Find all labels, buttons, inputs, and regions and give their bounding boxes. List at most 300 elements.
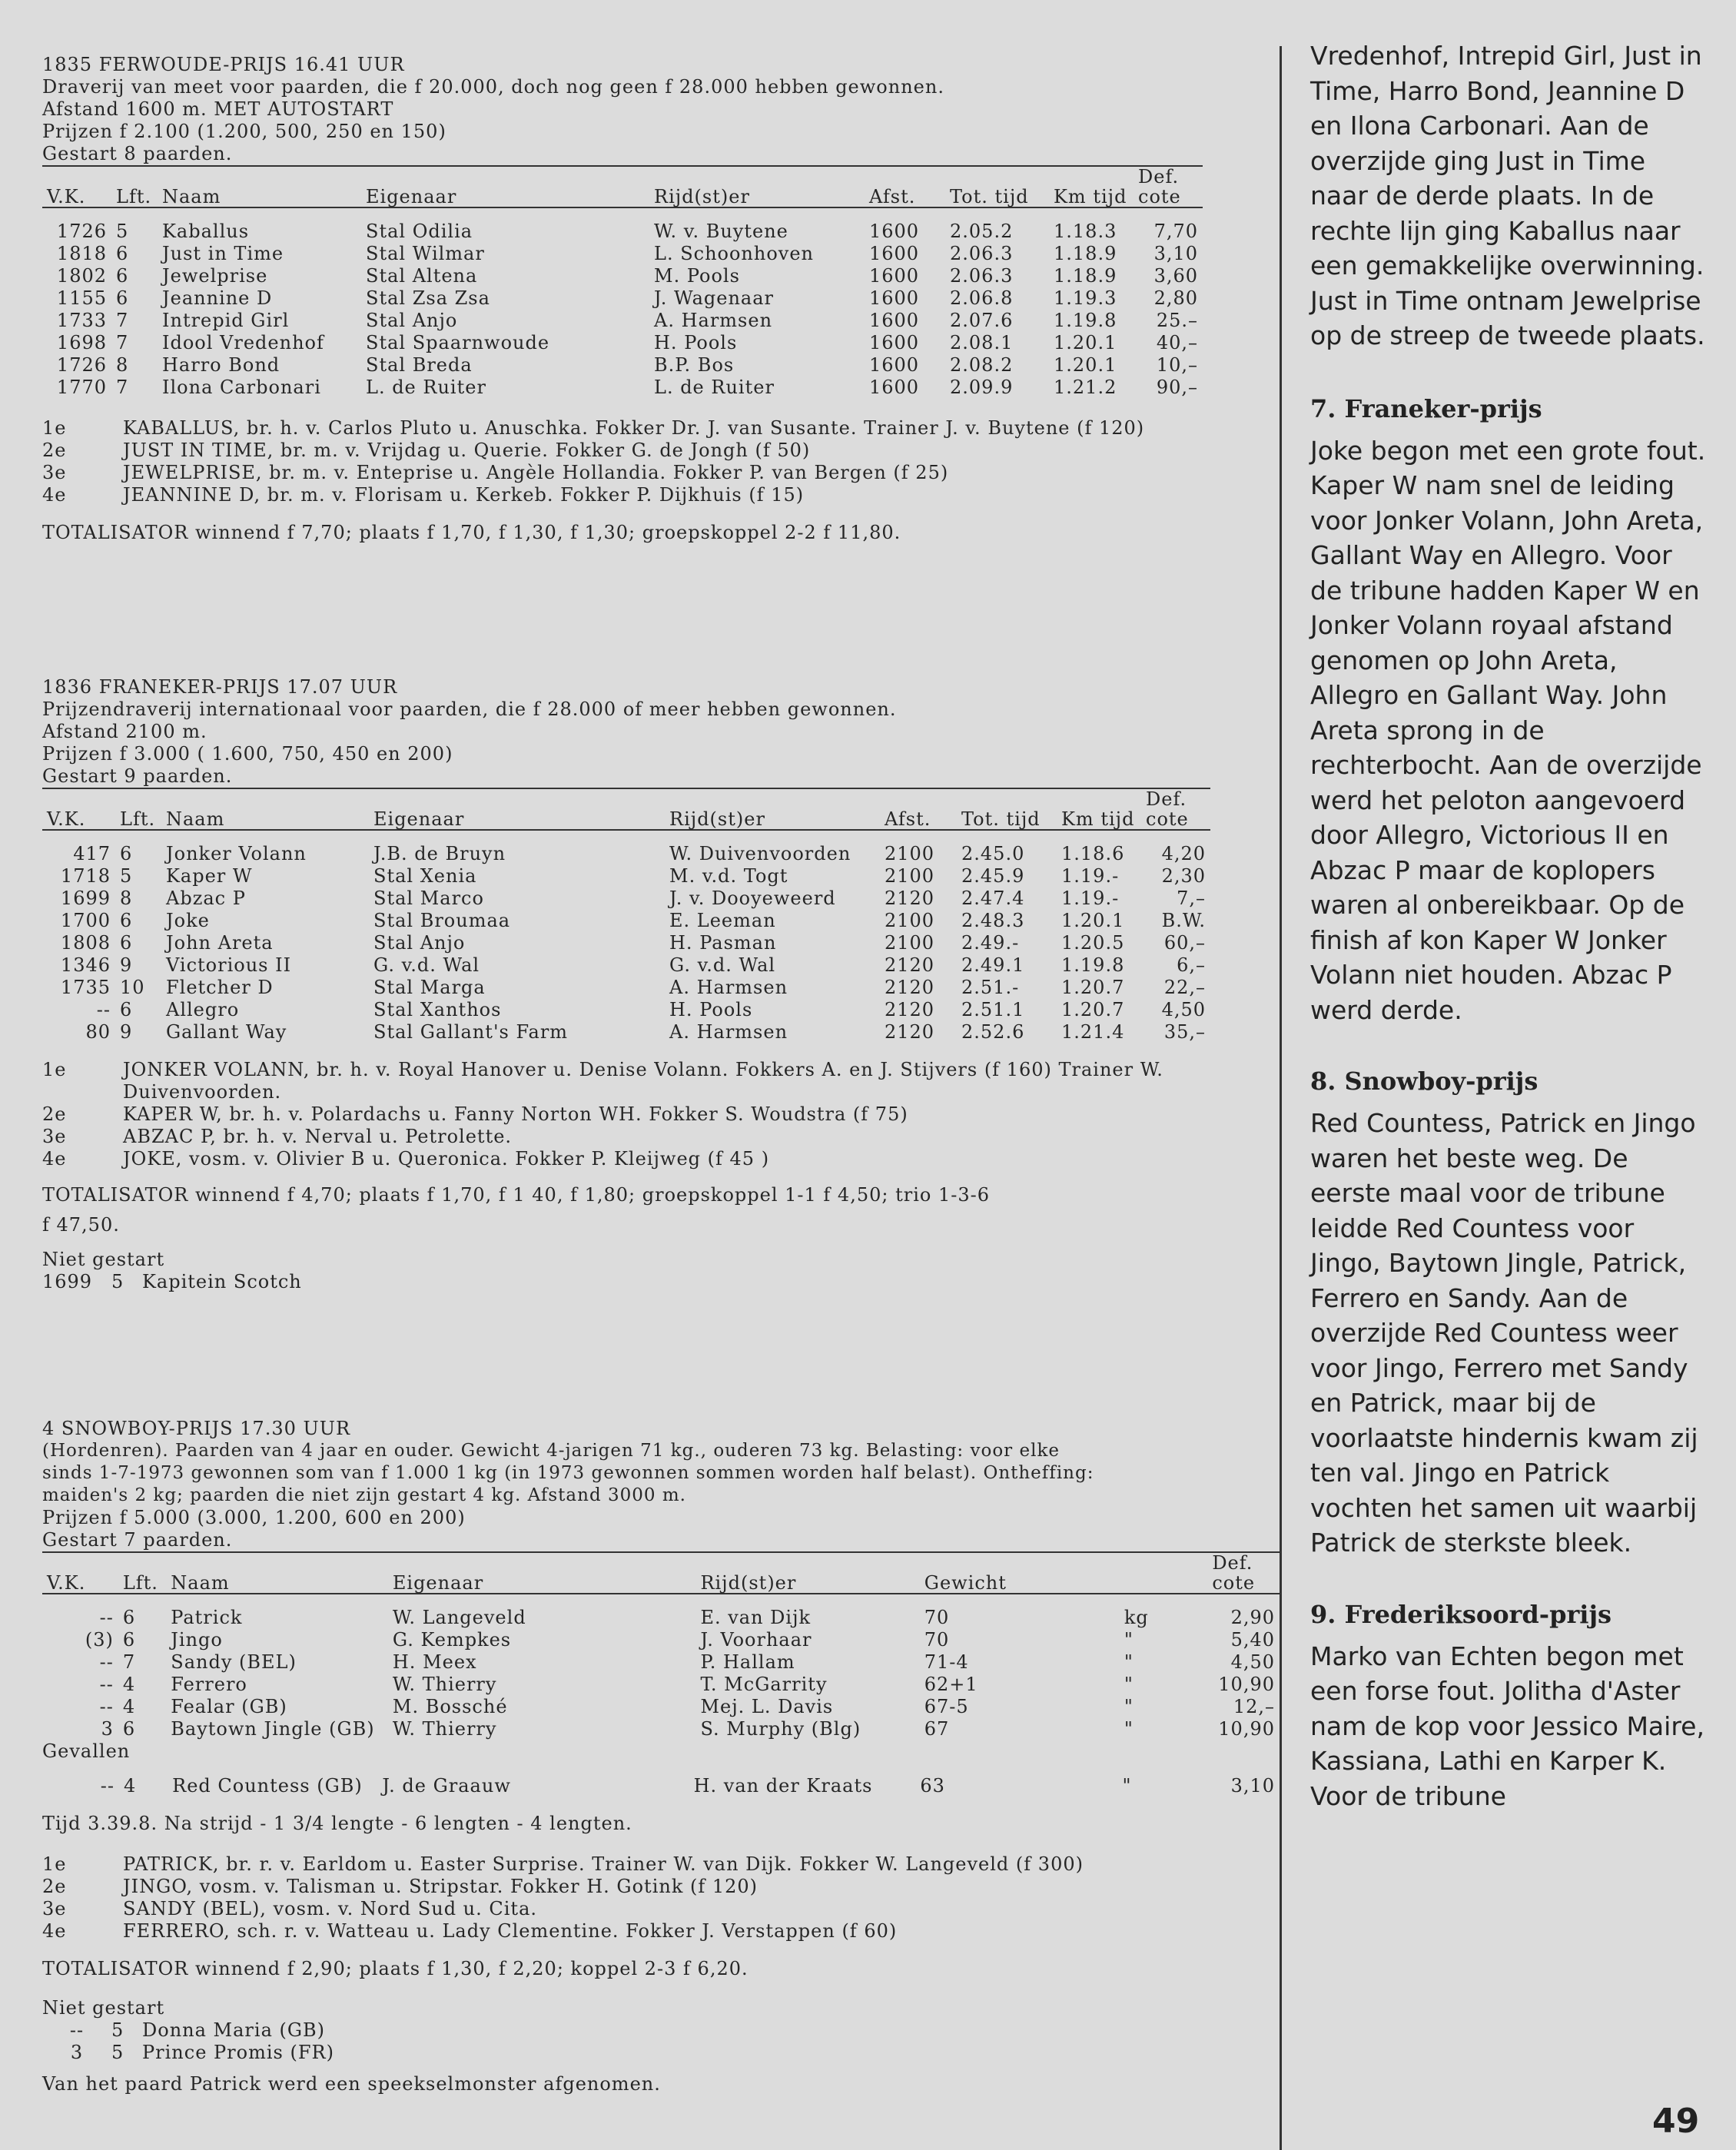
fallen-label: Gevallen (42, 1740, 131, 1762)
note: Van het paard Patrick werd een speekselmonster afgenomen. (42, 2073, 661, 2095)
table-cell: 22,– (1163, 977, 1206, 998)
table-cell: 1.19.3 (1054, 287, 1117, 309)
table-row (42, 1651, 1280, 1674)
naam: Prince Promis (FR) (142, 2042, 334, 2063)
table-cell: " (1124, 1696, 1134, 1717)
placing-rank: 2e (42, 440, 67, 461)
table-cell: 2.49.- (961, 932, 1020, 954)
table-row (42, 1021, 1210, 1043)
table-cell: 1698 (56, 332, 107, 353)
table-cell: Fletcher D (166, 977, 274, 998)
table-cell: 6 (122, 1629, 136, 1651)
results-section (42, 46, 1280, 2136)
table-cell: 2100 (885, 843, 935, 864)
race-conditions-2: sinds 1-7-1973 gewonnen som van f 1.000 1 kg (in 1973 gewonnen sommen worden half belast). Ontheffing: (42, 1463, 1094, 1483)
race-header (42, 676, 1280, 788)
table-cell: 8 (120, 888, 133, 909)
table-row (42, 954, 1210, 977)
table-cell: Stal Breda (366, 354, 473, 376)
table-cell: M. v.d. Togt (669, 865, 788, 887)
table-cell: 1802 (56, 265, 107, 287)
table-cell: Stal Anjo (373, 932, 466, 954)
table-cell: Victorious II (166, 954, 292, 976)
table-cell: 1.18.9 (1054, 243, 1117, 264)
table-cell: Ilona Carbonari (162, 377, 321, 398)
col-def-cote: Def. cote (1138, 166, 1181, 207)
table-cell: 417 (73, 843, 111, 864)
table-cell: Ferrero (171, 1674, 247, 1695)
table-cell: Red Countess (GB) (172, 1775, 363, 1797)
table-cell: 6 (122, 1607, 136, 1628)
table-cell: 7 (116, 377, 129, 398)
table-cell: Stal Zsa Zsa (366, 287, 490, 309)
table-cell: -- (96, 999, 111, 1020)
table-cell: " (1124, 1651, 1134, 1673)
race-title: 1835 FERWOUDE-PRIJS 16.41 UUR (42, 54, 405, 75)
table-cell: 7 (116, 310, 129, 331)
table-cell: 3,10 (1230, 1775, 1275, 1797)
table-cell: 9 (120, 954, 133, 976)
placing-rank: 1e (42, 417, 67, 439)
table-cell: 4,50 (1161, 999, 1206, 1020)
table-cell: 12,– (1233, 1696, 1275, 1717)
race-conditions: Draverij van meet voor paarden, die f 20.000, doch nog geen f 28.000 hebben gewonnen. (42, 76, 944, 98)
race-header (42, 54, 1280, 165)
table-cell: 1.19.- (1061, 888, 1120, 909)
table-cell: Jewelprise (162, 265, 268, 287)
col-eigenaar: Eigenaar (392, 1572, 484, 1594)
table-cell: A. Harmsen (669, 977, 788, 998)
race-conditions: Prijzendraverij internationaal voor paarden, die f 28.000 of meer hebben gewonnen. (42, 698, 897, 720)
table-cell: 6 (120, 932, 133, 954)
table-cell: 2.52.6 (961, 1021, 1025, 1043)
table-cell: 67 (924, 1718, 950, 1740)
table-cell: 1818 (56, 243, 107, 264)
col-lft: Lft. (122, 1572, 158, 1594)
race-snowboy-prijs (42, 1418, 1280, 2095)
table-cell: 3 (101, 1718, 114, 1740)
table-cell: L. Schoonhoven (654, 243, 815, 264)
table-row (42, 1763, 1280, 1797)
race-starters: Gestart 8 paarden. (42, 143, 233, 164)
table-cell: " (1124, 1674, 1134, 1695)
col-vk: V.K. (47, 1572, 86, 1594)
table-cell: A. Harmsen (654, 310, 773, 331)
table-row (42, 1696, 1280, 1718)
col-afst: Afst. (885, 808, 931, 830)
table-cell: 2120 (885, 888, 935, 909)
placing-rank: 3e (42, 462, 67, 483)
vk: 1699 (42, 1271, 93, 1292)
table-cell: 2.05.2 (950, 221, 1014, 242)
table-cell: 2.51.- (961, 977, 1020, 998)
table-cell: 1733 (56, 310, 107, 331)
not-started-list (42, 2019, 1280, 2064)
table-row (42, 865, 1210, 888)
table-cell: Baytown Jingle (GB) (171, 1718, 375, 1740)
table-cell: 60,– (1163, 932, 1206, 954)
placing-text: SANDY (BEL), vosm. v. Nord Sud u. Cita. (123, 1898, 538, 1919)
table-cell: Stal Wilmar (366, 243, 485, 264)
table-row (42, 1629, 1280, 1651)
col-def-cote: Def. cote (1146, 788, 1189, 830)
table-cell: Jonker Volann (166, 843, 307, 864)
table-cell: 70 (924, 1607, 950, 1628)
table-cell: 4,50 (1230, 1651, 1275, 1673)
table-cell: 2100 (885, 932, 935, 954)
table-cell: Jingo (171, 1629, 223, 1651)
table-row (42, 243, 1203, 265)
placing-rank: 1e (42, 1853, 67, 1875)
table-cell: 1726 (56, 354, 107, 376)
table-row (42, 1674, 1280, 1696)
placing-text: KAPER W, br. h. v. Polardachs u. Fanny Norton WH. Fokker S. Woudstra (f 75) (123, 1103, 908, 1125)
table-cell: 1600 (869, 354, 920, 376)
table-cell: J. Wagenaar (654, 287, 775, 309)
table-cell: 2.08.2 (950, 354, 1014, 376)
table-row (42, 910, 1210, 932)
table-cell: 2,80 (1153, 287, 1198, 309)
col-def-cote: Def. cote (1212, 1552, 1256, 1594)
table-cell: 2,90 (1230, 1607, 1275, 1628)
table-cell: Stal Anjo (366, 310, 458, 331)
table-cell: W. Duivenvoorden (669, 843, 851, 864)
table-cell: 62+1 (924, 1674, 978, 1695)
table-cell: 10,– (1156, 354, 1198, 376)
table-cell: 2100 (885, 910, 935, 931)
table-cell: 2120 (885, 977, 935, 998)
table-cell: (3) (85, 1629, 114, 1651)
table-row (42, 377, 1203, 399)
col-tot-tijd: Tot. tijd (961, 808, 1041, 830)
table-row (42, 977, 1210, 999)
race-distance: Afstand 2100 m. (42, 721, 207, 742)
section-text-franeker: Joke begon met een grote fout. Kaper W nam snel de leiding voor Jonker Volann, John Areta, Gallant Way en Allegro. Voor de tribune hadden Kaper W en Jonker Volann royaal afstand genomen op John Areta, Allegro en Gallant Way. John Areta sprong in de rechterbocht. Aan de overzijde werd het peloton aangevoerd door Allegro, Victorious II en Abzac P maar de koplopers waren al onbereikbaar. Op de finish af kon Kaper W Jonker Volann niet houden. Abzac P werd derde. (1310, 435, 1706, 1025)
table-cell: 1600 (869, 287, 920, 309)
placing-text: JEANNINE D, br. m. v. Florisam u. Kerkeb. Fokker P. Dijkhuis (f 15) (123, 484, 805, 506)
table-cell: 10 (120, 977, 145, 998)
table-cell: 1.19.- (1061, 865, 1120, 887)
table-cell: W. Thierry (392, 1718, 497, 1740)
naam: Kapitein Scotch (142, 1271, 302, 1292)
col-eigenaar: Eigenaar (366, 186, 457, 207)
table-cell: L. de Ruiter (366, 377, 486, 398)
table-cell: 5 (120, 865, 133, 887)
table-cell: 6 (116, 265, 129, 287)
table-cell: 6 (122, 1718, 136, 1740)
lft: 5 (111, 2019, 124, 2041)
table-cell: 7 (122, 1651, 136, 1673)
col-naam: Naam (171, 1572, 230, 1594)
table-cell: 6 (120, 843, 133, 864)
col-tot-tijd: Tot. tijd (950, 186, 1029, 207)
race-header (42, 1418, 1280, 1551)
section-title-franeker: 7. Franeker-prijs (1310, 393, 1542, 423)
race-prizes: Prijzen f 3.000 ( 1.600, 750, 450 en 200) (42, 743, 453, 765)
table-cell: 2120 (885, 999, 935, 1020)
results-table (42, 165, 1203, 399)
table-cell: 2100 (885, 865, 935, 887)
table-row (42, 888, 1210, 910)
placing-rank: 4e (42, 484, 67, 506)
table-cell: -- (99, 1651, 114, 1673)
table-cell: 25.– (1156, 310, 1198, 331)
fallen-table (42, 1763, 1280, 1797)
placing-text: JOKE, vosm. v. Olivier B u. Queronica. Fokker P. Kleijweg (f 45 ) (123, 1148, 770, 1170)
table-cell: 1.18.6 (1061, 843, 1125, 864)
table-cell: Stal Gallant's Farm (373, 1021, 569, 1043)
table-cell: 2.48.3 (961, 910, 1025, 931)
table-cell: Stal Marga (373, 977, 486, 998)
table-cell: Mej. L. Davis (700, 1696, 834, 1717)
table-cell: 3,10 (1153, 243, 1198, 264)
table-cell: 1.20.1 (1054, 332, 1117, 353)
table-cell: 1.20.1 (1061, 910, 1125, 931)
placing-rank: 4e (42, 1148, 67, 1170)
table-cell: 2120 (885, 954, 935, 976)
table-cell: Stal Altena (366, 265, 478, 287)
race-time: Tijd 3.39.8. Na strijd - 1 3/4 lengte - 6 lengten - 4 lengten. (42, 1813, 632, 1834)
table-cell: 1600 (869, 377, 920, 398)
not-started-label: Niet gestart (42, 1249, 165, 1270)
table-cell: 1726 (56, 221, 107, 242)
table-cell: 7,– (1177, 888, 1206, 909)
table-cell: P. Hallam (700, 1651, 795, 1673)
col-lft: Lft. (120, 808, 156, 830)
table-cell: 35,– (1163, 1021, 1206, 1043)
placings (42, 1059, 1280, 1170)
table-cell: W. Thierry (392, 1674, 497, 1695)
table-cell: L. de Ruiter (654, 377, 775, 398)
race-franeker-prijs (42, 676, 1280, 1293)
table-cell: Sandy (BEL) (171, 1651, 297, 1673)
table-cell: " (1124, 1718, 1134, 1740)
table-cell: 2.06.3 (950, 243, 1014, 264)
table-cell: 1346 (60, 954, 111, 976)
table-cell: 40,– (1156, 332, 1198, 353)
table-cell: M. Bossché (392, 1696, 508, 1717)
totalisator: TOTALISATOR winnend f 4,70; plaats f 1,70, f 1 40, f 1,80; groepskoppel 1-1 f 4,50; trio 1-3-6 (42, 1184, 990, 1206)
table-cell: 2.06.8 (950, 287, 1014, 309)
race-distance: Afstand 1600 m. MET AUTOSTART (42, 98, 394, 120)
table-cell: Stal Marco (373, 888, 484, 909)
col-naam: Naam (166, 808, 225, 830)
vk: 3 (70, 2042, 84, 2063)
table-cell: John Areta (166, 932, 274, 954)
col-gewicht: Gewicht (924, 1572, 1007, 1594)
table-cell: 2.08.1 (950, 332, 1014, 353)
table-cell: 8 (116, 354, 129, 376)
table-cell: 5,40 (1230, 1629, 1275, 1651)
table-cell: H. Pasman (669, 932, 777, 954)
col-rijder: Rijd(st)er (654, 186, 750, 207)
table-cell: J. v. Dooyeweerd (669, 888, 836, 909)
race-starters: Gestart 7 paarden. (42, 1529, 233, 1551)
table-row (42, 332, 1203, 354)
table-cell: 1699 (60, 888, 111, 909)
table-cell: 1600 (869, 243, 920, 264)
table-cell: A. Harmsen (669, 1021, 788, 1043)
vk: -- (69, 2019, 85, 2041)
naam: Donna Maria (GB) (142, 2019, 326, 2041)
table-row (42, 999, 1210, 1021)
race-prizes: Prijzen f 2.100 (1.200, 500, 250 en 150) (42, 121, 446, 142)
table-cell: Abzac P (166, 888, 246, 909)
table-cell: G. Kempkes (392, 1629, 512, 1651)
table-cell: 2120 (885, 1021, 935, 1043)
table-cell: 9 (120, 1021, 133, 1043)
table-cell: 3,60 (1153, 265, 1198, 287)
table-cell: 1.21.2 (1054, 377, 1117, 398)
col-afst: Afst. (869, 186, 916, 207)
col-lft: Lft. (116, 186, 152, 207)
col-eigenaar: Eigenaar (373, 808, 465, 830)
table-cell: 2,30 (1161, 865, 1206, 887)
table-cell: 1.20.5 (1061, 932, 1125, 954)
table-cell: E. Leeman (669, 910, 776, 931)
table-cell: 7,70 (1153, 221, 1198, 242)
table-cell: 70 (924, 1629, 950, 1651)
table-row (42, 287, 1203, 310)
table-cell: G. v.d. Wal (373, 954, 480, 976)
column-divider (1280, 46, 1282, 2150)
section-title-frederiksoord: 9. Frederiksoord-prijs (1310, 1599, 1612, 1629)
table-cell: 7 (116, 332, 129, 353)
table-row (42, 1594, 1280, 1629)
table-cell: T. McGarrity (700, 1674, 828, 1695)
table-cell: -- (100, 1775, 115, 1797)
table-cell: -- (99, 1674, 114, 1695)
placing-text: JONKER VOLANN, br. h. v. Royal Hanover u. Denise Volann. Fokkers A. en J. Stijvers (f 160) Trainer W. Duivenvoorden. (123, 1059, 1163, 1103)
table-cell: 1718 (60, 865, 111, 887)
placing-rank: 4e (42, 1920, 67, 1942)
table-cell: Harro Bond (162, 354, 280, 376)
page-number: 49 (1652, 2102, 1700, 2141)
table-cell: 6 (116, 243, 129, 264)
table-row (42, 932, 1210, 954)
table-cell: 1600 (869, 332, 920, 353)
col-unit (1120, 1552, 1207, 1594)
race-conditions: (Hordenren). Paarden van 4 jaar en ouder. Gewicht 4-jarigen 71 kg., ouderen 73 kg. Belasting: voor elke (42, 1441, 1060, 1461)
table-cell: Jeannine D (162, 287, 273, 309)
table-cell: 2.06.3 (950, 265, 1014, 287)
table-cell: W. v. Buytene (654, 221, 788, 242)
race-starters: Gestart 9 paarden. (42, 765, 233, 787)
col-naam: Naam (162, 186, 221, 207)
table-cell: " (1124, 1629, 1134, 1651)
table-cell: Just in Time (162, 243, 284, 264)
table-cell: Fealar (GB) (171, 1696, 287, 1717)
table-cell: B.P. Bos (654, 354, 735, 376)
table-cell: 6 (120, 999, 133, 1020)
table-cell: 6,– (1177, 954, 1206, 976)
placing-text: KABALLUS, br. h. v. Carlos Pluto u. Anuschka. Fokker Dr. J. van Susante. Trainer J. v. Buytene (f 120) (123, 417, 1145, 439)
table-cell: E. van Dijk (700, 1607, 812, 1628)
race-title: 4 SNOWBOY-PRIJS 17.30 UUR (42, 1418, 351, 1439)
table-row (42, 1718, 1280, 1740)
table-cell: Allegro (166, 999, 240, 1020)
not-started-entry (42, 1271, 1280, 1293)
table-cell: 6 (120, 910, 133, 931)
table-cell: 71-4 (924, 1651, 969, 1673)
table-cell: 2.49.1 (961, 954, 1025, 976)
race-title: 1836 FRANEKER-PRIJS 17.07 UUR (42, 676, 398, 698)
table-cell: 1.19.8 (1061, 954, 1125, 976)
table-cell: S. Murphy (Blg) (700, 1718, 861, 1740)
col-km-tijd: Km tijd (1054, 186, 1127, 207)
table-cell: 2.45.0 (961, 843, 1025, 864)
section-text-snowboy: Red Countess, Patrick en Jingo waren het beste weg. De eerste maal voor de tribune leidde Red Countess voor Jingo, Baytown Jingle, Patrick, Ferrero en Sandy. Aan de overzijde Red Countess weer voor Jingo, Ferrero met Sandy en Patrick, maar bij de voorlaatste hindernis kwam zij ten val. Jingo en Patrick vochten het samen uit waarbij Patrick de sterkste bleek. (1310, 1108, 1698, 1558)
table-row (42, 830, 1210, 865)
table-cell: 1.18.9 (1054, 265, 1117, 287)
table-cell: 1770 (56, 377, 107, 398)
section-title-snowboy: 8. Snowboy-prijs (1310, 1067, 1539, 1096)
table-cell: 1600 (869, 265, 920, 287)
table-cell: 6 (116, 287, 129, 309)
table-cell: 63 (920, 1775, 945, 1797)
col-rijder: Rijd(st)er (669, 808, 765, 830)
placing-text: ABZAC P, br. h. v. Nerval u. Petrolette. (123, 1126, 513, 1147)
table-cell: 1600 (869, 310, 920, 331)
table-cell: Stal Broumaa (373, 910, 511, 931)
table-row (42, 265, 1203, 287)
table-cell: 4 (123, 1775, 137, 1797)
placing-text: JINGO, vosm. v. Talisman u. Stripstar. Fokker H. Gotink (f 120) (123, 1876, 758, 1897)
table-cell: H. Pools (654, 332, 738, 353)
lft: 5 (111, 1271, 124, 1292)
table-cell: Intrepid Girl (162, 310, 290, 331)
commentary-intro: Vredenhof, Intrepid Girl, Just in Time, Harro Bond, Jeannine D en Ilona Carbonari. Aan de overzijde ging Just in Time naar de derde plaats. In de rechte lijn ging Kaballus naar een gemakkelijke overwinning. Just in Time ontnam Jewelprise op de streep de tweede plaats. (1310, 41, 1705, 350)
table-cell: 80 (85, 1021, 111, 1043)
table-cell: B.W. (1161, 910, 1206, 931)
table-cell: H. Meex (392, 1651, 477, 1673)
table-cell: 1.21.4 (1061, 1021, 1125, 1043)
placing-rank: 1e (42, 1059, 67, 1080)
table-cell: " (1122, 1775, 1132, 1797)
table-cell: M. Pools (654, 265, 740, 287)
totalisator: TOTALISATOR winnend f 2,90; plaats f 1,30, f 2,20; koppel 2-3 f 6,20. (42, 1958, 749, 1979)
placing-rank: 2e (42, 1876, 67, 1897)
not-started-label: Niet gestart (42, 1997, 165, 2019)
col-rijder: Rijd(st)er (700, 1572, 797, 1594)
placing-text: PATRICK, br. r. v. Earldom u. Easter Surprise. Trainer W. van Dijk. Fokker W. Langeveld (f 300) (123, 1853, 1084, 1875)
table-cell: 4 (122, 1674, 136, 1695)
table-cell: 67-5 (924, 1696, 969, 1717)
table-cell: 1700 (60, 910, 111, 931)
table-cell: 4,20 (1161, 843, 1206, 864)
col-km-tijd: Km tijd (1061, 808, 1135, 830)
table-cell: 1735 (60, 977, 111, 998)
table-row (42, 310, 1203, 332)
placing-rank: 3e (42, 1898, 67, 1919)
table-cell: kg (1124, 1607, 1149, 1628)
placings (42, 417, 1280, 506)
table-cell: 1.20.7 (1061, 977, 1125, 998)
table-cell: J.B. de Bruyn (373, 843, 506, 864)
placing-rank: 2e (42, 1103, 67, 1125)
table-cell: 2.07.6 (950, 310, 1014, 331)
table-cell: 90,– (1156, 377, 1198, 398)
table-cell: J. de Graauw (382, 1775, 511, 1797)
race-commentary-column (1310, 38, 1710, 1813)
table-cell: 1.18.3 (1054, 221, 1117, 242)
placings (42, 1853, 1280, 1943)
table-cell: 1808 (60, 932, 111, 954)
table-cell: Kaballus (162, 221, 250, 242)
not-started-entry (42, 2042, 1280, 2064)
table-cell: -- (99, 1696, 114, 1717)
table-cell: 10,90 (1218, 1718, 1275, 1740)
